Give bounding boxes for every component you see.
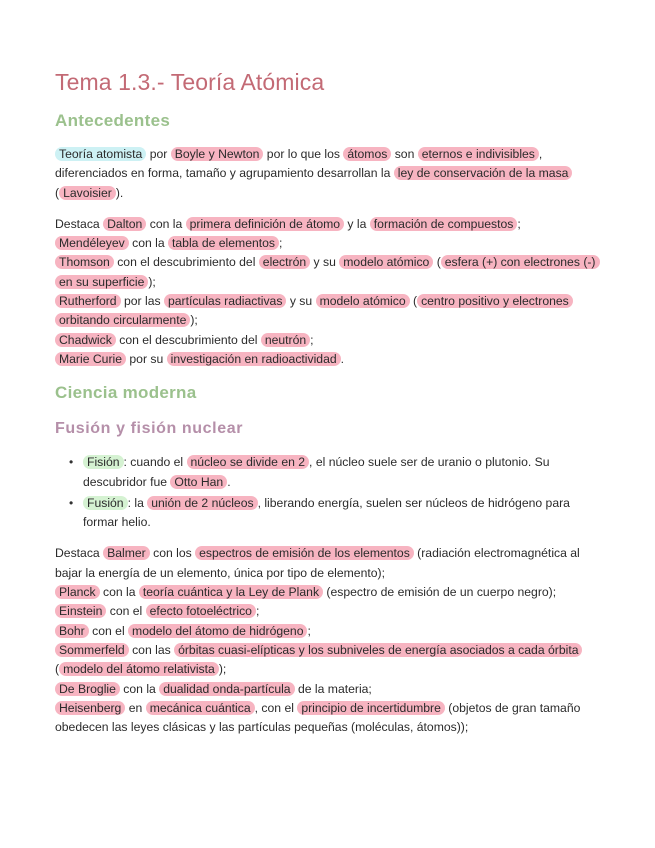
highlight-term: átomos [343,147,391,161]
text: con la [146,216,186,231]
text: por lo que los [263,147,344,161]
text: en [125,700,146,715]
highlight-scientist: Chadwick [55,333,116,347]
text: con el descubrimiento del [113,255,259,270]
paragraph-teoria-atomista [55,145,600,203]
text: . [227,474,231,489]
highlight-term: modelo atómico [316,294,410,308]
text: . [340,351,345,366]
highlight-term: electrón [259,255,310,269]
section-heading-antecedentes: Antecedentes [55,111,171,130]
text: Destaca [55,216,104,231]
list-item-fusion [83,494,600,533]
text: : la [127,495,148,510]
highlight-scientist: Einstein [55,604,106,618]
highlight-term: Fusión [83,496,128,510]
text: ; [279,236,283,251]
section-heading-ciencia-moderna: Ciencia moderna [55,383,197,403]
highlight-scientist: Bohr [55,624,89,638]
highlight-term: dualidad onda-partícula [159,682,294,696]
highlight-term: espectros de emisión de los elementos [195,546,414,560]
highlight-scientist: Marie Curie [55,352,126,366]
page-title: Tema 1.3.- Teoría Atómica [55,69,325,95]
text: con los [149,546,196,561]
highlight-term: núcleo se divide en 2 [187,455,310,469]
text: ); [190,313,198,328]
text: (espectro de emisión de un cuerpo negro); [323,585,557,600]
highlight-term: unión de 2 núcleos [147,496,257,510]
highlight-term: formación de compuestos [370,217,518,231]
bullet-list [55,453,600,532]
text: con la [119,681,160,696]
list-item-fision [83,453,600,492]
highlight-scientist: Thomson [55,255,114,269]
highlight-scientist: Heisenberg [55,701,125,715]
highlight-scientist: Planck [55,585,100,599]
highlight-term: modelo del átomo relativista [59,662,219,676]
highlight-term: modelo del átomo de hidrógeno [128,624,307,638]
text: y su [286,294,316,309]
highlight-term: efecto fotoeléctrico [146,604,256,618]
text: con el [106,604,146,619]
text: ). [115,185,124,200]
text: son [391,147,418,161]
highlight-term: ley de conservación de la masa [394,166,573,180]
text: con las [128,642,175,657]
highlight-term: Fisión [83,455,124,469]
text: ; [517,216,521,231]
paragraph-scientists [55,215,600,369]
text: ; [310,332,314,347]
highlight-term: investigación en radioactividad [167,352,341,366]
highlight-term: teoría cuántica y la Ley de Plank [139,585,323,599]
highlight-scientist: Otto Han [170,475,227,489]
text: ; [307,623,311,638]
text: ; [255,604,260,619]
highlight-term: Boyle y Newton [171,147,264,161]
highlight-term: modelo atómico [339,255,433,269]
text: ); [148,274,156,289]
text: (radiación electromagnética al bajar la energía de un elemento, única por tipo de elemento); [55,546,580,580]
subsection-heading-fusion-fision: Fusión y fisión nuclear [55,420,244,438]
text: y su [310,255,340,270]
text: Destaca [55,546,104,561]
text: por [146,147,171,161]
text: de la materia; [294,681,372,696]
text: y la [344,216,370,231]
text: , el núcleo suele ser de uranio o plutonio. Su descubridor fue [83,455,550,489]
text: , diferenciados en forma, tamaño y agrupamiento desarrollan la [55,147,543,181]
text: con la [99,585,139,600]
text: ( [55,662,60,677]
highlight-term: eternos e indivisibles [418,147,539,161]
text: , liberando energía, suelen ser núcleos de hidrógeno para formar helio. [83,495,570,530]
text: por las [120,294,164,309]
highlight-scientist: Rutherford [55,294,121,308]
highlight-term: Teoría atomista [55,147,146,161]
text: (objetos de gran tamaño obedecen las leyes clásicas y las partículas pequeñas (moléculas, átomos)); [55,700,581,735]
highlight-scientist: De Broglie [55,682,120,696]
highlight-term: partículas radiactivas [164,294,286,308]
text: : cuando el [123,455,187,470]
paragraph-modern-scientists [55,544,600,737]
highlight-scientist: Balmer [103,546,150,560]
highlight-term: esfera (+) con electrones (-) en su superficie [55,255,600,288]
text: , con el [254,700,298,715]
highlight-term: principio de incertidumbre [297,701,445,715]
text: con el descubrimiento del [115,332,261,347]
highlight-scientist: Sommerfeld [55,643,129,657]
highlight-term: neutrón [261,333,310,347]
highlight-term: Lavoisier [59,186,116,200]
text: con la [128,236,169,251]
highlight-term: primera definición de átomo [186,217,344,231]
text: ( [433,255,441,270]
text: ); [218,662,227,677]
highlight-term: mecánica cuántica [146,701,255,715]
highlight-term: centro positivo y electrones orbitando circularmente [55,294,573,327]
text: por su [126,351,167,366]
text: con el [88,623,129,638]
highlight-scientist: Dalton [103,217,146,231]
text: ( [55,185,60,200]
highlight-term: órbitas cuasi-elípticas y los subniveles de energía asociados a cada órbita [174,643,582,657]
highlight-term: tabla de elementos [168,236,279,250]
text: ( [409,294,418,309]
highlight-scientist: Mendéleyev [55,236,129,250]
